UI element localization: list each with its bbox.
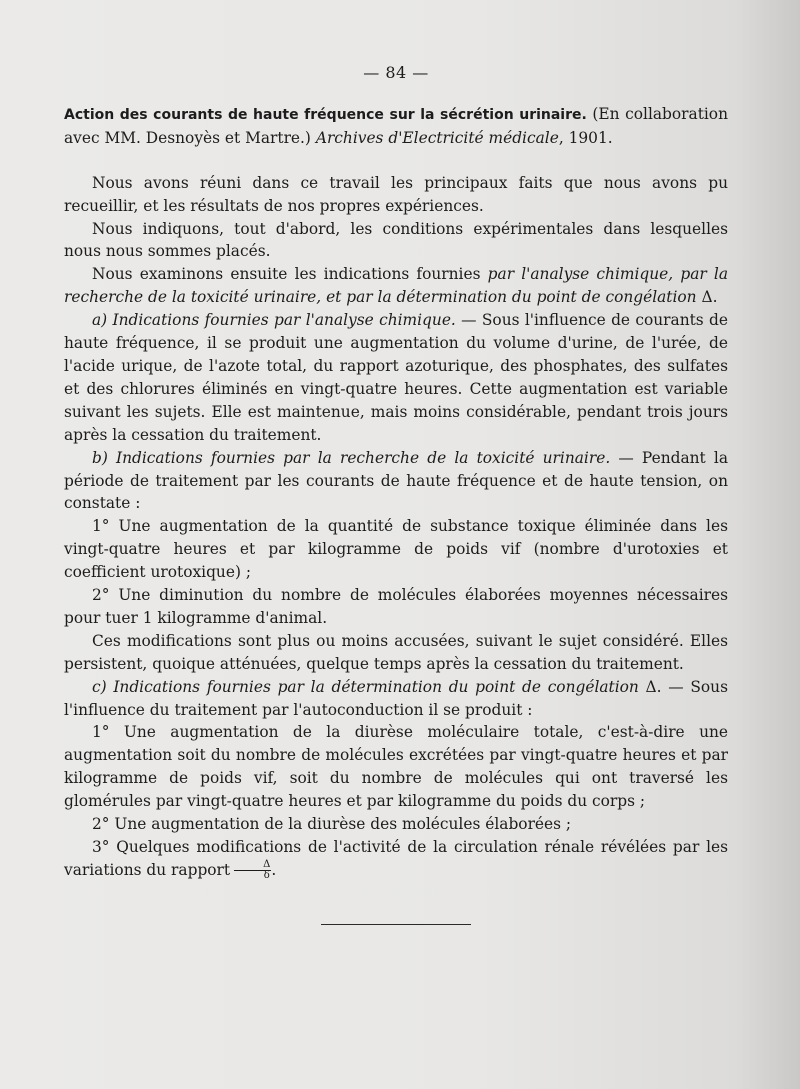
article-heading bbox=[64, 103, 728, 150]
intro-paragraph-3 bbox=[64, 263, 728, 309]
intro-paragraph-1: Nous avons réuni dans ce travail les principaux faits que nous avons pu recueillir, et les résultats de nos propres expériences. bbox=[64, 173, 728, 215]
intro-p3-italic: par l'analyse chimique, par la recherche de la toxicité urinaire, et par la détermination du point de congélation bbox=[64, 265, 728, 307]
section-c-item-2: 2° Une augmentation de la diurèse des molécules élaborées ; bbox=[92, 815, 572, 834]
section-a-paragraph bbox=[64, 309, 728, 446]
section-b-label: b) Indications fournies par la recherche de la toxicité urinaire. bbox=[92, 448, 611, 467]
section-c-item-1: 1° Une augmentation de la diurèse moléculaire totale, c'est-à-dire une augmentation soit du nombre de molécules excrétées par vingt-quatre heures et par kilogramme de poids vif, soit du nombre de molécules qui ont traversé les glomérules par vingt-quatre heures et par kilogramme du poids du corps ; bbox=[64, 723, 728, 811]
section-c-item-3 bbox=[64, 836, 728, 882]
section-b-item-1: 1° Une augmentation de la quantité de substance toxique éliminée dans les vingt-quatre heures et par kilogramme de poids vif (nombre d'urotoxies et coefficient urotoxique) ; bbox=[64, 517, 728, 582]
section-c-item-3-text: 3° Quelques modifications de l'activité de la circulation rénale révélées par les variations du rapport bbox=[64, 838, 728, 879]
intro-p3-lead: Nous examinons ensuite les indications fournies bbox=[92, 265, 488, 284]
publication-year: , 1901. bbox=[558, 128, 613, 147]
section-b-text: — Pendant la période de traitement par les courants de haute fréquence et de haute tension, on constate : bbox=[64, 448, 728, 513]
closing-rule bbox=[321, 924, 471, 925]
section-c-delta: Δ. bbox=[638, 677, 662, 696]
article-title: Action des courants de haute fréquence sur la sécrétion urinaire. bbox=[64, 106, 587, 123]
section-c-item-3-end: . bbox=[271, 860, 277, 879]
document-page bbox=[64, 62, 728, 925]
journal-name: Archives d'Electricité médicale bbox=[315, 128, 559, 147]
intro-paragraph-2: Nous indiquons, tout d'abord, les conditions expérimentales dans lesquelles nous nous sommes placés. bbox=[64, 219, 728, 261]
section-c-text: — Sous l'influence du traitement par l'autoconduction il se produit : bbox=[64, 677, 728, 719]
intro-p3-end: Δ. bbox=[696, 288, 718, 307]
article-collaboration: (En collaboration avec MM. Desnoyès et Martre.) bbox=[64, 104, 728, 147]
section-c-paragraph bbox=[64, 676, 728, 722]
section-b-conclusion: Ces modifications sont plus ou moins accusées, suivant le sujet considéré. Elles persistent, quoique atténuées, quelque temps après la cessation du traitement. bbox=[64, 631, 728, 673]
section-a-text: — Sous l'influence de courants de haute fréquence, il se produit une augmentation du volume d'urine, de l'urée, de l'acide urique, de l'azote total, du rapport azoturique, des phosphates, des sulfates et des chlorures éliminés en vingt-quatre heures. Cette augmentation est variable suivant les sujets. Elle est maintenue, mais moins considérable, pendant trois jours après la cessation du traitement. bbox=[64, 311, 728, 444]
section-b-paragraph bbox=[64, 447, 728, 516]
section-c-label: c) Indications fournies par la détermination du point de congélation bbox=[92, 677, 639, 696]
section-b-item-2: 2° Une diminution du nombre de molécules élaborées moyennes nécessaires pour tuer 1 kilogramme d'animal. bbox=[64, 586, 728, 627]
section-a-label: a) Indications fournies par l'analyse chimique. bbox=[92, 311, 456, 330]
ratio-numerator: Δ bbox=[234, 860, 271, 871]
ratio-denominator: δ bbox=[263, 870, 270, 882]
page-number: — 84 — bbox=[363, 63, 429, 82]
ratio-fraction bbox=[234, 860, 271, 881]
